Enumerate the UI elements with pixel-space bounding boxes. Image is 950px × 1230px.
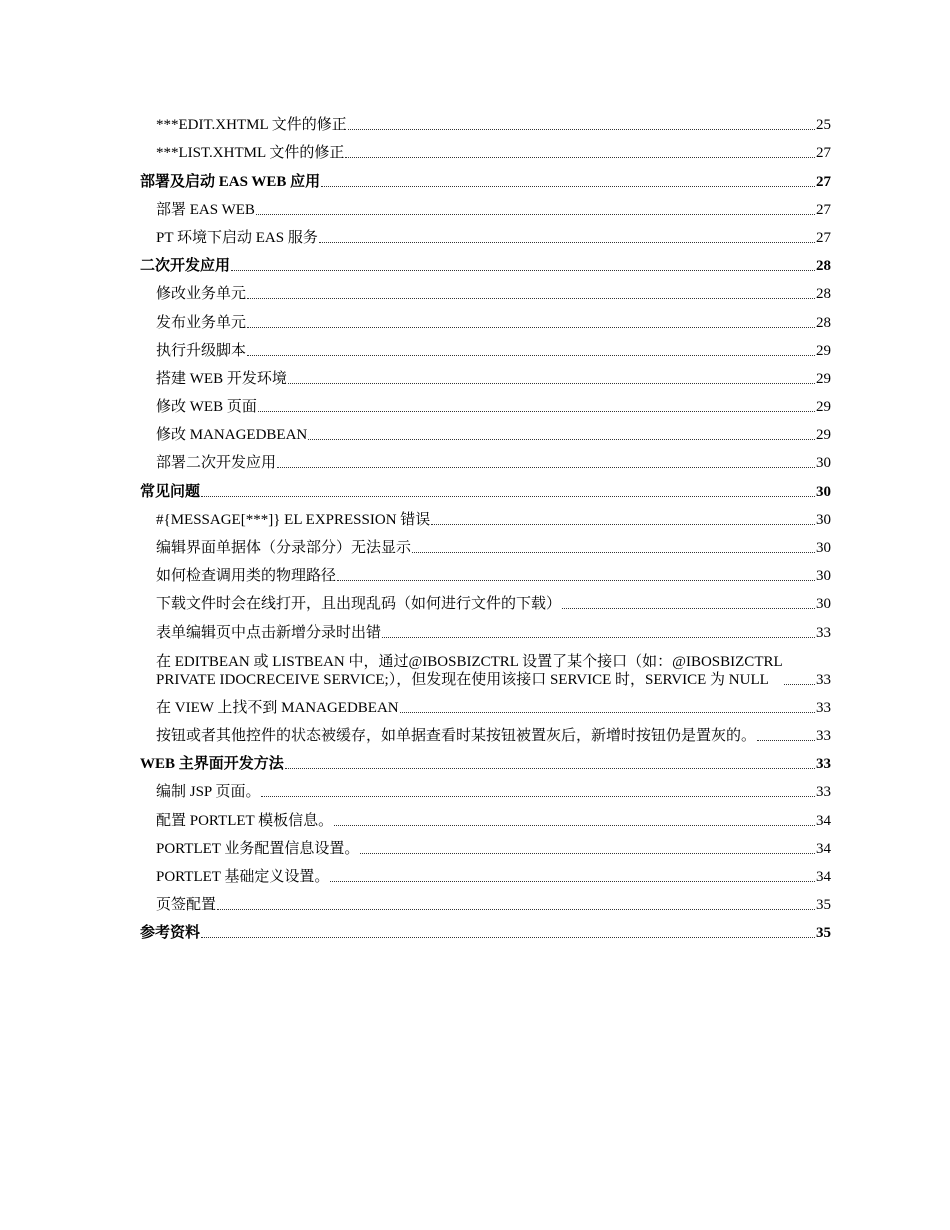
toc-entry-compile-jsp[interactable] [140, 775, 831, 803]
toc-entry-deploy-eas-web-app[interactable] [140, 164, 831, 192]
toc-entry-title: 下载文件时会在线打开，且出现乱码（如何进行文件的下载） [156, 596, 562, 613]
toc-entry-title: 参考资料 [140, 925, 201, 942]
toc-page-number: 33 [816, 671, 831, 688]
toc-entry-title: 执行升级脚本 [156, 342, 247, 359]
toc-leader-dots [258, 411, 815, 412]
toc-page-number: 27 [816, 173, 831, 190]
toc-page-number: 28 [816, 258, 831, 275]
toc-entry-deploy-eas-web[interactable] [140, 193, 831, 221]
toc-entry-title: 部署 EAS WEB [156, 201, 255, 218]
toc-page-number: 29 [816, 427, 831, 444]
toc-leader-dots [348, 129, 815, 130]
toc-entry-title: 编辑界面单据体（分录部分）无法显示 [156, 540, 412, 556]
toc-entry-web-main-ui-dev[interactable] [140, 747, 831, 775]
toc-entry-title: 部署及启动 EAS WEB 应用 [140, 173, 321, 190]
toc-leader-dots [247, 298, 815, 299]
toc-entry-edit-xhtml[interactable] [140, 108, 831, 136]
toc-entry-faq[interactable] [140, 474, 831, 502]
toc-leader-dots [201, 937, 815, 938]
toc-entry-check-class-path[interactable] [140, 559, 831, 587]
toc-entry-title: 修改业务单元 [156, 286, 247, 303]
toc-page-number: 27 [816, 201, 831, 218]
toc-entry-button-state-cached[interactable] [140, 719, 831, 747]
toc-entry-managedbean-not-found[interactable] [140, 691, 831, 719]
toc-page-number: 30 [816, 596, 831, 613]
toc-entry-title: 部署二次开发应用 [156, 455, 277, 472]
toc-entry-run-upgrade-script[interactable] [140, 334, 831, 362]
toc-entry-title: WEB 主界面开发方法 [140, 756, 284, 773]
toc-leader-dots [360, 853, 815, 854]
toc-leader-dots [288, 383, 815, 384]
toc-leader-dots [330, 881, 815, 882]
toc-entry-list-xhtml[interactable] [140, 136, 831, 164]
toc-page-number: 33 [816, 699, 831, 716]
toc-entry-title: 编制 JSP 页面。 [156, 784, 261, 801]
toc-page-number: 34 [816, 840, 831, 857]
toc-entry-title: 修改 MANAGEDBEAN [156, 427, 308, 444]
toc-leader-dots [757, 740, 815, 741]
toc-page-number: 25 [816, 117, 831, 134]
toc-entry-modify-bu[interactable] [140, 277, 831, 305]
toc-entry-title: 如何检查调用类的物理路径 [156, 568, 337, 585]
toc-leader-dots [345, 157, 815, 158]
toc-leader-dots [256, 214, 815, 215]
toc-entry-references[interactable] [140, 916, 831, 944]
toc-leader-dots [201, 496, 815, 497]
toc-page-number: 30 [816, 483, 831, 500]
toc-entry-title [156, 653, 783, 691]
toc-page-number: 27 [816, 145, 831, 162]
toc-leader-dots [247, 327, 815, 328]
toc-page-number: 35 [816, 925, 831, 942]
toc-entry-portlet-template[interactable] [140, 803, 831, 831]
toc-entry-tab-config[interactable] [140, 888, 831, 916]
toc-entry-title-line1: 在 EDITBEAN 或 LISTBEAN 中，通过@IBOSBIZCTRL 设置了某个接口（如：@IBOSBIZCTRL [156, 653, 783, 670]
toc-page-number: 33 [816, 727, 831, 744]
toc-entry-setup-web-env[interactable] [140, 362, 831, 390]
toc-entry-portlet-business-config[interactable] [140, 832, 831, 860]
toc-entry-title: 常见问题 [140, 483, 201, 500]
toc-entry-title: 在 VIEW 上找不到 MANAGEDBEAN [156, 699, 399, 716]
toc-entry-title: PORTLET 基础定义设置。 [156, 868, 330, 885]
toc-page-number: 30 [816, 455, 831, 472]
toc-entry-secondary-dev[interactable] [140, 249, 831, 277]
toc-page-number: 29 [816, 370, 831, 387]
toc-entry-title: 搭建 WEB 开发环境 [156, 370, 287, 387]
toc-entry-title: PT 环境下启动 EAS 服务 [156, 229, 318, 246]
toc-page-number: 33 [816, 784, 831, 801]
toc-entry-title: #{MESSAGE[***]} EL EXPRESSION 错误 [156, 511, 431, 528]
toc-entry-title: 发布业务单元 [156, 314, 247, 331]
toc-entry-title: 修改 WEB 页面 [156, 399, 257, 416]
toc-entry-title: 按钮或者其他控件的状态被缓存，如单据查看时某按钮被置灰后，新增时按钮仍是置灰的。 [156, 727, 757, 744]
toc-entry-modify-managedbean[interactable] [140, 418, 831, 446]
toc-leader-dots [400, 712, 815, 713]
toc-leader-dots [319, 242, 815, 243]
toc-page-number: 27 [816, 229, 831, 246]
toc-leader-dots [337, 580, 815, 581]
toc-leader-dots [784, 684, 815, 685]
toc-entry-deploy-secondary-dev[interactable] [140, 446, 831, 474]
toc-entry-ibosbizctrl-null[interactable] [140, 644, 831, 691]
toc-page-number: 30 [816, 511, 831, 528]
toc-leader-dots [562, 608, 815, 609]
toc-entry-title: ***LIST.XHTML 文件的修正 [156, 145, 345, 162]
toc-entry-download-garbled[interactable] [140, 587, 831, 615]
toc-entry-add-entry-error[interactable] [140, 615, 831, 643]
toc-page-number: 35 [816, 897, 831, 914]
toc-entry-title: PORTLET 业务配置信息设置。 [156, 840, 360, 857]
toc-leader-dots [382, 637, 815, 638]
toc-page-number: 29 [816, 399, 831, 416]
toc-entry-title-line2: PRIVATE IDOCRECEIVE SERVICE;），但发现在使用该接口 SERVICE 时，SERVICE 为 NULL [156, 671, 769, 688]
toc-page-number: 34 [816, 868, 831, 885]
toc-entry-publish-bu[interactable] [140, 305, 831, 333]
toc-leader-dots [247, 355, 815, 356]
table-of-contents [140, 108, 831, 944]
toc-page-number: 29 [816, 342, 831, 359]
toc-page-number: 28 [816, 314, 831, 331]
toc-leader-dots [277, 467, 815, 468]
toc-page-number: 30 [816, 568, 831, 585]
toc-page-number: 33 [816, 624, 831, 641]
toc-leader-dots [308, 439, 815, 440]
toc-leader-dots [261, 796, 815, 797]
toc-entry-entry-body-not-shown[interactable] [140, 531, 831, 559]
toc-leader-dots [431, 524, 815, 525]
toc-entry-title: 配置 PORTLET 模板信息。 [156, 812, 334, 829]
toc-page-number: 28 [816, 286, 831, 303]
toc-page-number: 34 [816, 812, 831, 829]
toc-entry-title: 表单编辑页中点击新增分录时出错 [156, 624, 382, 641]
toc-page-number: 33 [816, 756, 831, 773]
toc-entry-start-eas-service[interactable] [140, 221, 831, 249]
toc-page-number: 30 [816, 540, 831, 556]
toc-entry-el-expression-error[interactable] [140, 503, 831, 531]
toc-leader-dots [217, 909, 815, 910]
toc-entry-portlet-base-definition[interactable] [140, 860, 831, 888]
toc-leader-dots [321, 186, 815, 187]
toc-leader-dots [334, 825, 815, 826]
toc-entry-title: ***EDIT.XHTML 文件的修正 [156, 117, 347, 134]
toc-leader-dots [285, 768, 815, 769]
toc-leader-dots [231, 270, 815, 271]
toc-entry-title: 页签配置 [156, 897, 217, 914]
toc-entry-modify-web-page[interactable] [140, 390, 831, 418]
toc-entry-title: 二次开发应用 [140, 258, 231, 275]
toc-leader-dots [412, 552, 815, 553]
